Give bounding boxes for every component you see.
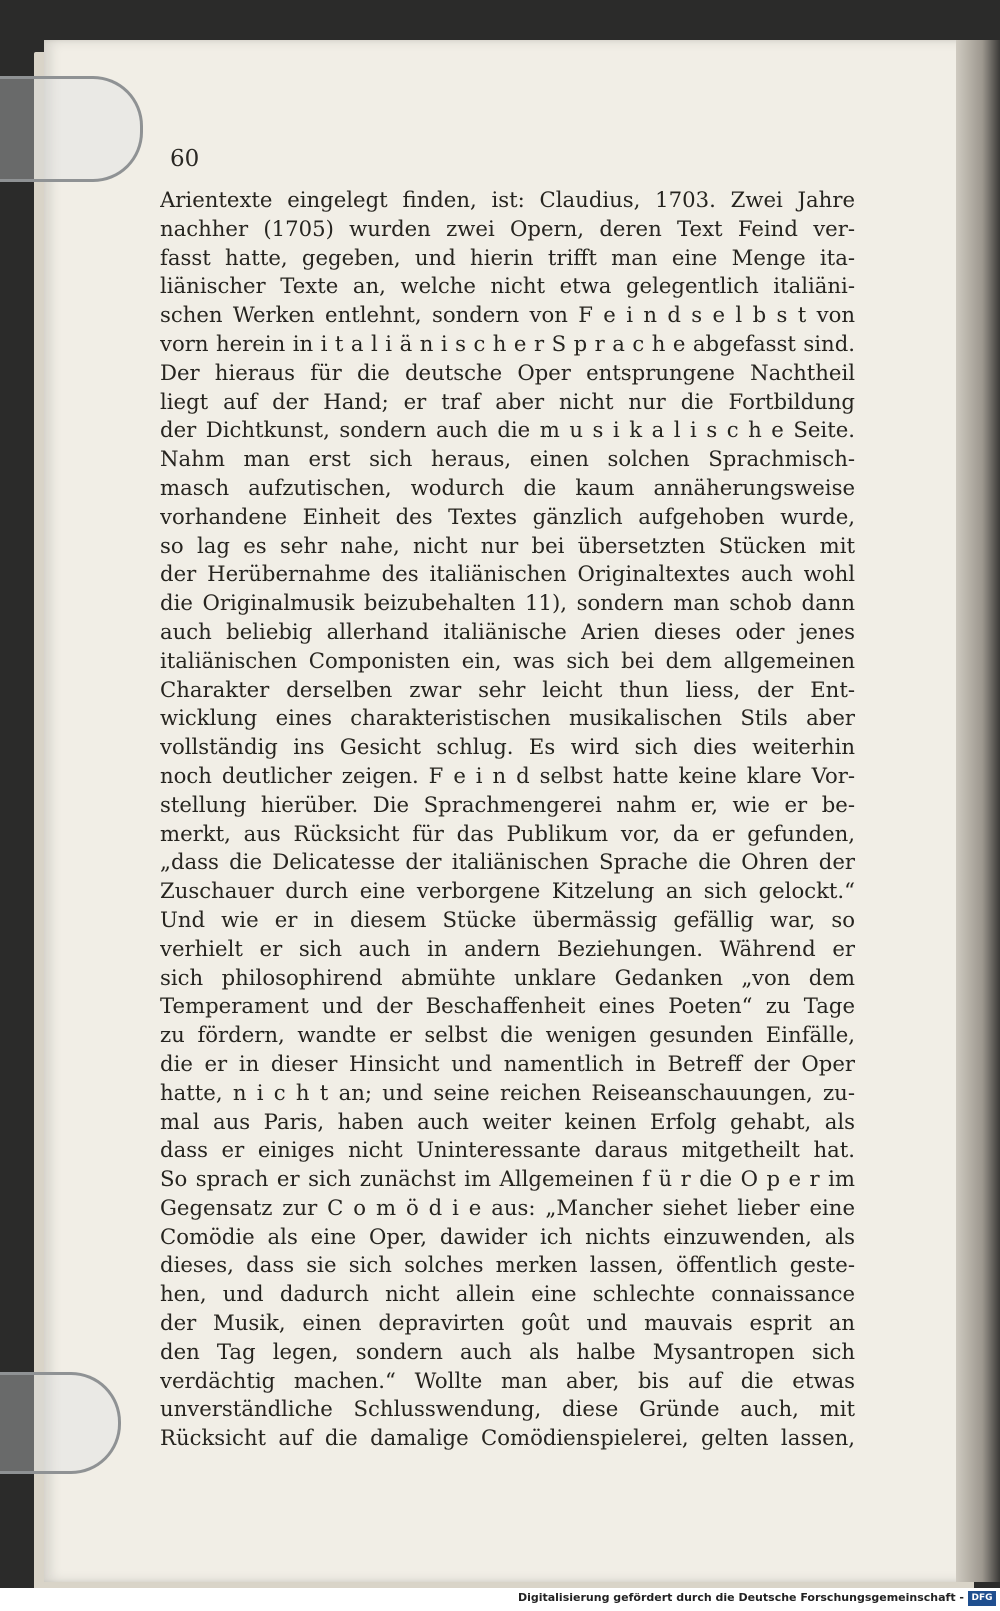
text-line: dieses, dass sie sich solches merken lassen, öffentlich geste- bbox=[160, 1252, 855, 1278]
text-line: den Tag legen, sondern auch als halbe Mysantropen sich bbox=[160, 1338, 855, 1364]
text-line: hatte, n i c h t an; und seine reichen Reiseanschauungen, zu- bbox=[160, 1079, 855, 1105]
text-line: mal aus Paris, haben auch weiter keinen Erfolg gehabt, als bbox=[160, 1108, 855, 1134]
text-line: Temperament und der Beschaffenheit eines Poeten“ zu Tage bbox=[160, 993, 855, 1019]
page-clip-top bbox=[0, 76, 143, 182]
text-line: auch beliebig allerhand italiänische Arien dieses oder jenes bbox=[160, 618, 855, 644]
text-line: So sprach er sich zunächst im Allgemeinen f ü r die O p e r im bbox=[160, 1166, 855, 1192]
text-line: die er in dieser Hinsicht und namentlich in Betreff der Oper bbox=[160, 1050, 855, 1076]
dfg-logo: DFG bbox=[968, 1591, 996, 1606]
text-line: verhielt er sich auch in andern Beziehungen. Während er bbox=[160, 935, 855, 961]
text-line: Gegensatz zur C o m ö d i e aus: „Mancher siehet lieber eine bbox=[160, 1194, 855, 1220]
text-line: Der hieraus für die deutsche Oper entsprungene Nachtheil bbox=[160, 359, 855, 385]
text-line: liegt auf der Hand; er traf aber nicht nur die Fortbildung bbox=[160, 388, 855, 414]
text-line: „dass die Delicatesse der italiänischen Sprache die Ohren der bbox=[160, 849, 855, 875]
text-line: der Dichtkunst, sondern auch die m u s i k a l i s c h e Seite. bbox=[160, 417, 855, 443]
footer-bar bbox=[0, 1588, 1000, 1611]
text-line: hen, und dadurch nicht allein eine schlechte connaissance bbox=[160, 1281, 855, 1307]
text-line: so lag es sehr nahe, nicht nur bei übersetzten Stücken mit bbox=[160, 532, 855, 558]
text-line: der Musik, einen depravirten goût und mauvais esprit an bbox=[160, 1310, 855, 1336]
text-line: wicklung eines charakteristischen musikalischen Stils aber bbox=[160, 705, 855, 731]
digitization-credit: Digitalisierung gefördert durch die Deutsche Forschungsgemeinschaft - bbox=[517, 1591, 964, 1604]
text-line: Zuschauer durch eine verborgene Kitzelung an sich gelockt.“ bbox=[160, 878, 855, 904]
text-line: Rücksicht auf die damalige Comödienspielerei, gelten lassen, bbox=[160, 1425, 855, 1451]
text-line: sich philosophirend abmühte unklare Gedanken „von dem bbox=[160, 964, 855, 990]
text-line: vollständig ins Gesicht schlug. Es wird sich dies weiterhin bbox=[160, 734, 855, 760]
text-line: noch deutlicher zeigen. F e i n d selbst hatte keine klare Vor- bbox=[160, 762, 855, 788]
page-clip-bottom bbox=[0, 1372, 121, 1474]
text-line: liänischer Texte an, welche nicht etwa gelegentlich italiäni- bbox=[160, 273, 855, 299]
text-line: merkt, aus Rücksicht für das Publikum vor, da er gefunden, bbox=[160, 820, 855, 846]
text-line: unverständliche Schlusswendung, diese Gründe auch, mit bbox=[160, 1396, 855, 1422]
text-line: dass er einiges nicht Uninteressante daraus mitgetheilt hat. bbox=[160, 1137, 855, 1163]
text-line: Nahm man erst sich heraus, einen solchen Sprachmisch- bbox=[160, 446, 855, 472]
text-line: Comödie als eine Oper, dawider ich nichts einzuwenden, als bbox=[160, 1223, 855, 1249]
text-line: fasst hatte, gegeben, und hierin trifft man eine Menge ita- bbox=[160, 244, 855, 270]
text-line: der Herübernahme des italiänischen Originaltextes auch wohl bbox=[160, 561, 855, 587]
text-line: schen Werken entlehnt, sondern von F e i n d s e l b s t von bbox=[160, 302, 855, 328]
text-line: die Originalmusik beizubehalten 11), sondern man schob dann bbox=[160, 590, 855, 616]
text-line: nachher (1705) wurden zwei Opern, deren Text Feind ver- bbox=[160, 215, 855, 241]
book-spine bbox=[956, 40, 1000, 1582]
text-line: vorn herein in i t a l i ä n i s c h e r S p r a c h e abgefasst sind. bbox=[160, 330, 855, 356]
text-line: verdächtig machen.“ Wollte man aber, bis auf die etwas bbox=[160, 1367, 855, 1393]
page-number: 60 bbox=[170, 146, 200, 172]
text-line: italiänischen Componisten ein, was sich bei dem allgemeinen bbox=[160, 647, 855, 673]
text-line: vorhandene Einheit des Textes gänzlich aufgehoben wurde, bbox=[160, 503, 855, 529]
text-line: stellung hierüber. Die Sprachmengerei nahm er, wie er be- bbox=[160, 791, 855, 817]
text-line: zu fördern, wandte er selbst die wenigen gesunden Einfälle, bbox=[160, 1022, 855, 1048]
text-line: Arientexte eingelegt finden, ist: Claudius, 1703. Zwei Jahre bbox=[160, 187, 855, 212]
text-line: Charakter derselben zwar sehr leicht thun liess, der Ent- bbox=[160, 676, 855, 702]
text-line: Und wie er in diesem Stücke übermässig gefällig war, so bbox=[160, 906, 855, 932]
body-text bbox=[160, 186, 855, 1453]
text-line: masch aufzutischen, wodurch die kaum annäherungsweise bbox=[160, 474, 855, 500]
